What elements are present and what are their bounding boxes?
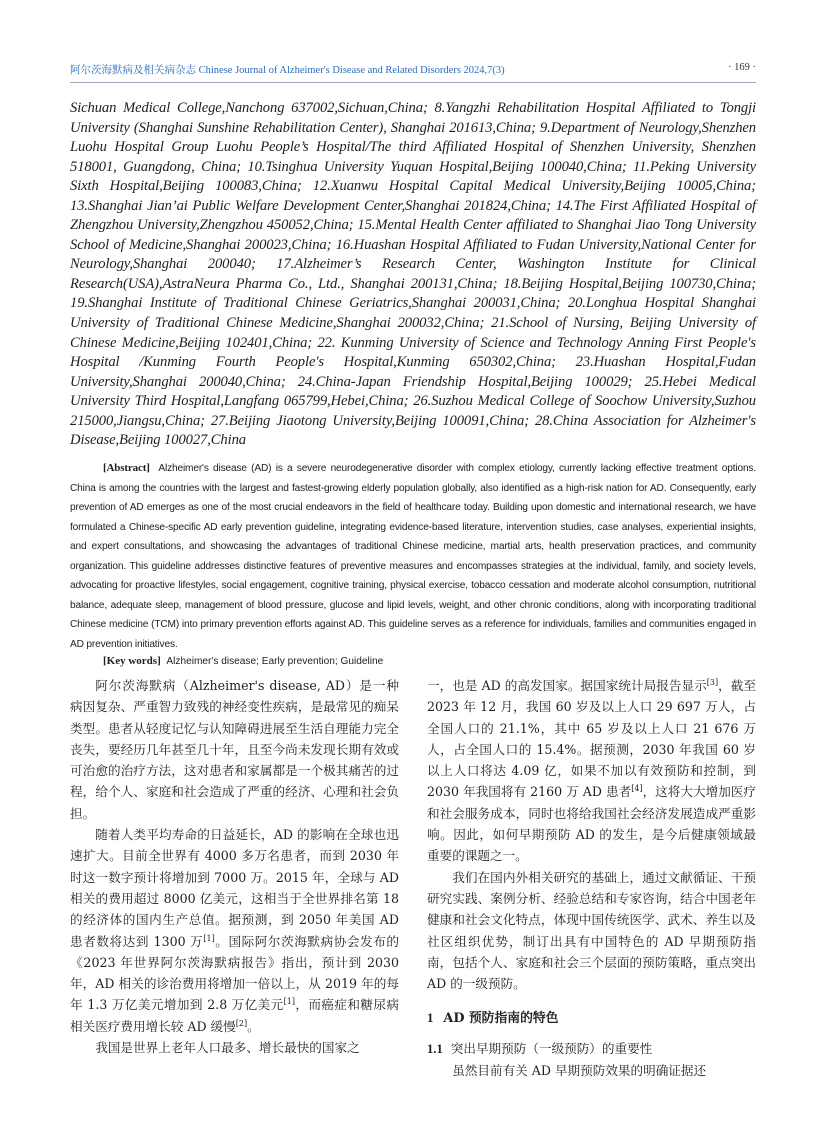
running-header (70, 62, 756, 80)
paragraph-evidence: 虽然目前有关 AD 早期预防效果的明确证据还 (452, 1063, 707, 1079)
body-column-left (70, 675, 399, 1058)
text-run: ，截至 2023 年 12 月，我国 60 岁及以上人口 29 697 万人，占全国人口的 21.1%，其中 65 岁及以上人口 21 676 万人，占全国人口的 15.4%。据预测，2030 年我国 60 岁以上人口将达 4.09 亿，如果不加以有效预防和控制，到 2030 年我国将有 2160 万 AD 患者 (427, 678, 757, 800)
text-run: 一，也是 AD 的高发国家。据国家统计局报告显示 (427, 678, 707, 693)
text-run: 。 (247, 1018, 260, 1034)
abstract-text: Alzheimer's disease (AD) is a severe neurodegenerative disorder with complex etiology, currently lacking effective treatment options. China is among the countries with the largest and fastest-growing elderly population globally, also identified as a high-risk nation for AD. Consequently, early prevention of AD emerges as one of the most crucial endeavors in the field of healthcare today. Building upon domestic and international research, we have formulated a Chinese-specific AD early prevention guideline, integrating evidence-based literature, intervention studies, case analyses, experiential insights, and expert consultations, and showcasing the advantages of traditional Chinese medicine, martial arts, health preservation practices, and community organization. This guideline addresses distinctive features of preventive measures and encompasses strategies at the individual, family, and society levels, advocating for proactive lifestyles, social engagement, cognitive training, physical exercise, tobacco cessation and moderate alcohol consumption, nutritional balance, adequate sleep, management of blood pressure, glucose and lipid levels, weight, and other chronic conditions, along with incorporating traditional Chinese medicine (TCM) into primary prevention efforts against AD. This guideline serves as a reference for individuals, families and communities engaged in AD prevention initiatives. (70, 463, 756, 650)
subsection-heading-1-1 (427, 1038, 756, 1060)
keywords-text: Alzheimer's disease; Early prevention; Guideline (166, 656, 384, 667)
abstract-block (70, 459, 756, 654)
section-title: AD 预防指南的特色 (443, 1011, 559, 1027)
header-divider (70, 82, 756, 83)
subsection-number: 1.1 (427, 1041, 443, 1056)
abstract-label: [Abstract] (103, 462, 150, 474)
citation: [1] (283, 997, 296, 1007)
citation: [3] (706, 678, 719, 687)
keywords-label: [Key words] (103, 655, 161, 667)
keywords-block (70, 652, 756, 671)
subsection-title: 突出早期预防（一级预防）的重要性 (450, 1040, 653, 1056)
paragraph-global-burden (70, 824, 399, 1037)
paragraph-intro: 阿尔茨海默病（Alzheimer's disease, AD）是一种病因复杂、严重智力致残的神经变性疾病，是最常见的痴呆类型。患者从轻度记忆与认知障碍进展至生活自理能力完全丧失，要经历几年甚至几十年，且至今尚未发现长期有效或可治愈的治疗方法，这对患者和家属都是一个极其痛苦的过程，给个人、家庭和社会造成了严重的经济、心理和社会负担。 (70, 678, 399, 821)
text-run: 。国际阿尔茨海默病协会发布的《2023 年世界阿尔茨海默病报告》指出，预计到 2030 年，AD 相关的诊治费用将增加一倍以上，从 2019 年的每年 1.3 万亿美元增加到 2.8 万亿美元 (70, 933, 400, 1013)
citation: [4] (631, 784, 643, 794)
section-heading-1 (427, 1008, 756, 1029)
paragraph-guideline-basis: 我们在国内外相关研究的基础上，通过文献循证、干预研究实践、案例分析、经验总结和专家咨询，结合中国老年健康和社会文化特点，体现中国传统医学、武术、养生以及社区组织优势，制订出具有中国特色的 AD 早期预防指南，包括个人、家庭和社会三个层面的预防策略，重点突出 AD 的一级预防。 (427, 869, 756, 992)
citation: [2] (235, 1018, 248, 1028)
page-number: · 169 · (728, 62, 756, 73)
citation: [1] (203, 933, 215, 943)
text-run: 随着人类平均寿命的日益延长，AD 的影响在全球也迅速扩大。目前全世界有 4000 多万名患者，而到 2030 年时这一数字预计将增加到 7000 万。2015 年，全球与 AD 相关的费用超过 8000 亿美元，这相当于全世界排名第 18 的经济体的国内生产总值。据预测，到 2050 年美国 AD 患者数将达到 1300 万 (70, 827, 399, 949)
paragraph-china-start: 我国是世界上老年人口最多、增长最快的国家之 (95, 1040, 360, 1056)
section-number: 1 (427, 1011, 434, 1026)
text-run: ，而癌症和糖尿病相关医疗费用增长较 AD 缓慢 (70, 997, 399, 1034)
author-affiliations: Sichuan Medical College,Nanchong 637002,Sichuan,China; 8.Yangzhi Rehabilitation Hospital Affiliated to Tongji University (Shanghai Sunshine Rehabilitation Center), Shanghai 201613,China; 9.Department of Neurology,Shenzhen Luohu Hospital Group Luohu People’s Hospital/The third Affiliated Hospital of Shenzhen University, Shenzhen 518001, Guangdong, China; 10.Tsinghua University Yuquan Hospital,Beijing 100040,China; 11.Peking University Sixth Hospital,Beijing 100083,China; 12.Xuanwu Hospital Capital Medical University,Beijing 10005,China; 13.Shanghai Jian’ai Public Welfare Development Center,Shanghai 201824,China; 14.The First Affiliated Hospital of Zhengzhou University,Zhengzhou 450052,China; 15.Mental Health Center affiliated to Shanghai Jiao Tong University School of Medicine,Shanghai 200023,China; 16.Huashan Hospital Affiliated to Fudan University,National Center for Neurology,Shanghai 200040; 17.Alzheimer’s Research Center, Washington Institute for Clinical Research(USA),AstraNeura Pharma Co., Ltd., Shanghai 200131,China; 18.Beijing Hospital,Beijing 100730,China; 19.Shanghai Institute of Traditional Chinese Geriatrics,Shanghai 200031,China; 20.Longhua Hospital Shanghai University of Traditional Chinese Medicine,Shanghai 200032,China; 21.School of Nursing, Beijing University of Chinese Medicine,Beijing 102401,China; 22. Kunming University of Science and Technology Anning First People's Hospital /Kunming Fourth People's Hospital,Kunming 650302,China; 23.Huashan Hospital,Fudan University,Shanghai 200040,China; 24.China-Japan Friendship Hospital,Beijing 100029; 25.Hebei Medical University Third Hospital,Langfang 065799,Hebei,China; 26.Suzhou Medical College of Soochow University,Suzhou 215000,Jiangsu,China; 27.Beijing Jiaotong University,Beijing 100091,China; 28.China Association for Alzheimer's Disease,Beijing 100027,China (70, 100, 756, 449)
body-column-right (427, 675, 756, 1081)
paragraph-china-continued (427, 675, 756, 867)
text-run: ，这将大大增加医疗和社会服务成本，同时也将给我国社会经济发展造成严重影响。因此，如何早期预防 AD 的发生，是今后健康领域最重要的课题之一。 (427, 784, 757, 864)
journal-title: 阿尔茨海默病及相关病杂志 Chinese Journal of Alzheimer's Disease and Related Disorders 2024,7(3) (70, 65, 505, 76)
